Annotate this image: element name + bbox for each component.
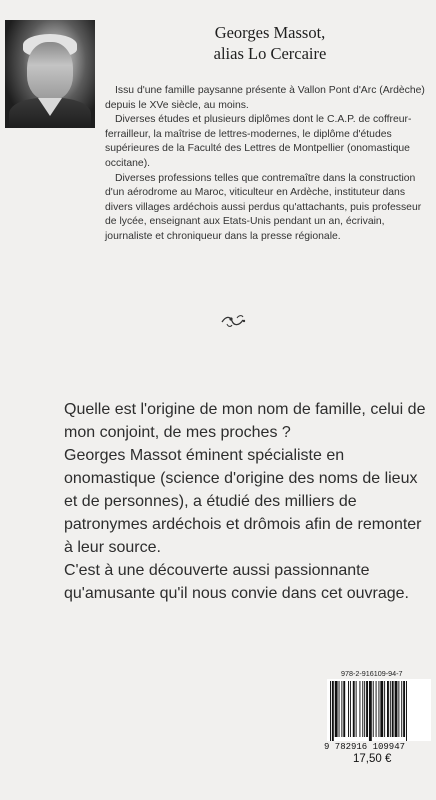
blurb-paragraph-1: Quelle est l'origine de mon nom de famille, celui de mon conjoint, de mes proches ? xyxy=(64,401,426,441)
floral-ornament-icon xyxy=(218,312,248,330)
bio-paragraph-3: Diverses professions telles que contremaître dans la construction d'un aérodrome au Maroc, viticulteur en Ardèche, instituteur dans divers villages ardéchois aussi perdus qu'attachants, puis professeur de lycée, enseignant aux Etats-Unis pendant un an, écrivain, journaliste et chroniqueur dans la presse régionale. xyxy=(105,172,422,242)
back-cover-blurb xyxy=(64,398,426,605)
bio-paragraph-2: Diverses études et plusieurs diplômes dont le C.A.P. de coffreur-ferrailleur, la maîtrise de lettres-modernes, le diplôme d'études supérieures de la Faculté des Lettres de Montpellier (onomastique occitane). xyxy=(105,114,412,169)
author-bio xyxy=(105,84,427,245)
blurb-paragraph-3: C'est à une découverte aussi passionnante qu'amusante qu'il nous convie dans cet ouvrage. xyxy=(64,562,409,602)
barcode xyxy=(327,679,431,741)
author-photo xyxy=(5,20,95,128)
price: 17,50 € xyxy=(353,753,392,765)
blurb-paragraph-2: Georges Massot éminent spécialiste en onomastique (science d'origine des noms de lieux et de personnes), a étudié des milliers de patronymes ardéchois et drômois afin de remonter à leur source. xyxy=(64,447,422,556)
author-name-line1: Georges Massot, xyxy=(214,23,326,42)
isbn-label: 978-2-916109-94-7 xyxy=(341,669,403,678)
author-name-line2: alias Lo Cercaire xyxy=(213,44,327,63)
barcode-digits: 9 782916 109947 xyxy=(324,742,406,752)
author-name xyxy=(110,22,430,64)
bio-paragraph-1: Issu d'une famille paysanne présente à Vallon Pont d'Arc (Ardèche) depuis le XVe siècle, au moins. xyxy=(105,85,425,111)
